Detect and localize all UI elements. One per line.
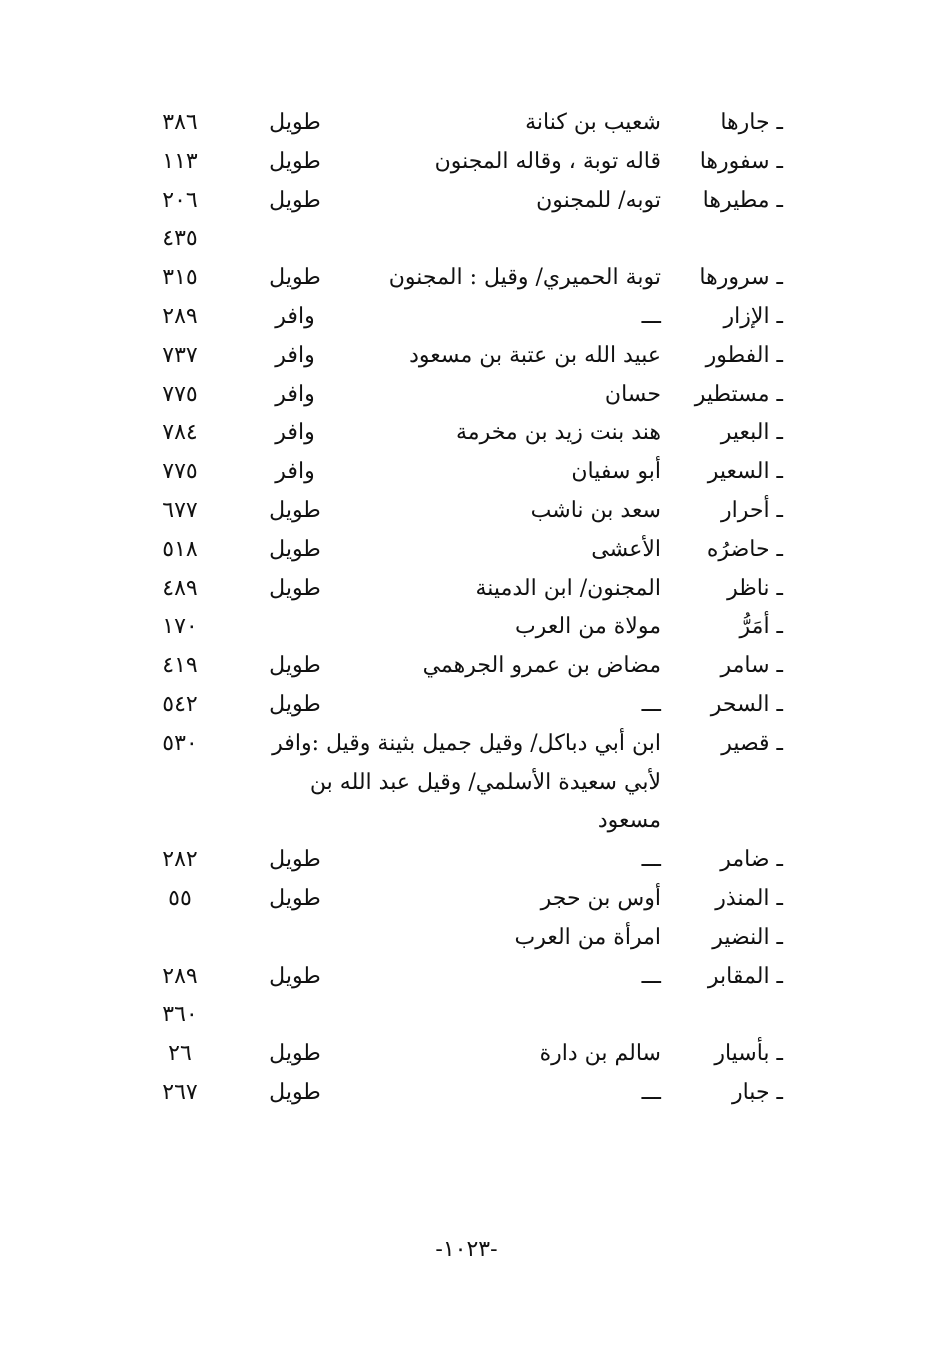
rhyme-word: ـ مطيرها: [702, 187, 783, 213]
index-entry: [0, 182, 933, 220]
page-ref: ٥٥: [168, 886, 192, 911]
page-ref: ٧٧٥: [162, 381, 198, 407]
index-entry: [0, 492, 933, 530]
rhyme-word: ـ المنذر: [715, 886, 783, 911]
poet-name: ـــ: [641, 1080, 661, 1105]
poet-name: أوس بن حجر: [540, 886, 661, 911]
meter-name: طويل: [269, 963, 321, 989]
poet-name: المجنون/ ابن الدمينة: [475, 575, 661, 601]
poet-name: توبه/ للمجنون: [536, 187, 661, 213]
meter-name: طويل: [269, 110, 321, 135]
index-entry: [0, 337, 933, 375]
poet-name: مضاض بن عمرو الجرهمي: [422, 653, 661, 679]
rhyme-word: ـ قصير: [721, 730, 783, 756]
index-entry: [0, 919, 933, 957]
meter-name: وافر: [275, 420, 315, 446]
page-ref: ٥٣٠: [162, 730, 198, 756]
page-ref: ٢٨٢: [162, 847, 198, 873]
meter-name: طويل: [269, 536, 321, 562]
rhyme-word: ـ النضير: [712, 924, 783, 950]
poet-name: ـــ: [641, 963, 661, 989]
page-ref: ٣٦٠: [162, 1002, 198, 1028]
index-entry: [0, 570, 933, 608]
meter-name: طويل: [269, 187, 321, 213]
poet-name: شعيب بن كنانة: [525, 110, 661, 135]
page-ref: ٥١٨: [162, 536, 198, 562]
index-entry: [0, 531, 933, 569]
page-ref: ٣١٥: [162, 265, 198, 291]
rhyme-word: ـ الفطور: [705, 342, 783, 368]
poet-name: الأعشى: [591, 536, 661, 562]
poet-name-line: مسعود: [597, 808, 661, 834]
page-ref: ٤٣٥: [162, 226, 198, 252]
index-entry: [0, 414, 933, 452]
rhyme-word: ـ البعير: [720, 420, 783, 446]
index-entry: [0, 143, 933, 181]
page-ref: ٣٨٦: [162, 110, 198, 135]
index-entry: [0, 1035, 933, 1073]
index-entry: [0, 259, 933, 297]
rhyme-word: ـ ضامر: [720, 847, 783, 873]
index-entry: [0, 996, 933, 1034]
index-entry: [0, 1074, 933, 1112]
index-entry: [0, 220, 933, 258]
page-ref: ٧٣٧: [162, 342, 198, 368]
meter-name: طويل: [269, 265, 321, 291]
poet-name: حسان: [604, 381, 661, 407]
page-ref: ٥٤٢: [162, 692, 198, 717]
poet-name: امرأة من العرب: [514, 924, 661, 950]
index-entry: [0, 298, 933, 336]
index-entry: [0, 686, 933, 724]
poet-name: قاله توبة ، وقاله المجنون: [434, 148, 661, 174]
page-ref: ٢٦: [168, 1041, 192, 1067]
rhyme-word: ـ ناظر: [727, 575, 783, 601]
poet-name: ـــ: [641, 304, 661, 329]
rhyme-word: ـ سفورها: [699, 148, 783, 174]
meter-name: وافر: [275, 342, 315, 368]
meter-name: طويل: [269, 498, 321, 523]
page-ref: ١٧٠: [162, 614, 198, 640]
rhyme-word: ـ سرورها: [699, 265, 783, 291]
page-ref: ٤١٩: [162, 653, 198, 679]
rhyme-word: ـ السحر: [710, 692, 783, 717]
page-ref: ٧٧٥: [162, 459, 198, 485]
index-entry: [0, 608, 933, 646]
rhyme-word: ـ جارها: [720, 110, 783, 135]
index-entry: [0, 453, 933, 491]
meter-name: طويل: [269, 692, 321, 717]
rhyme-word: ـ جبار: [731, 1080, 783, 1105]
page-ref: ٦٧٧: [162, 498, 198, 523]
rhyme-word: ـ المقابر: [707, 963, 783, 989]
meter-name: طويل: [269, 1041, 321, 1067]
rhyme-word: ـ أحرار: [720, 498, 783, 523]
poet-name: سعد بن ناشب: [530, 498, 661, 523]
meter-name: طويل: [269, 1080, 321, 1105]
page-ref: ١١٣: [162, 148, 198, 174]
meter-name: وافر: [275, 304, 315, 329]
index-entry: [0, 958, 933, 996]
rhyme-word: ـ مستطير: [694, 381, 783, 407]
poet-name: هند بنت زيد بن مخرمة: [456, 420, 661, 446]
rhyme-word: ـ أمَرُّ: [739, 614, 783, 640]
meter-name: طويل: [269, 653, 321, 679]
page-ref: ٢٠٦: [162, 187, 198, 213]
rhyme-word: ـ السعير: [707, 459, 783, 485]
meter-name: وافر: [275, 459, 315, 485]
rhyme-word: ـ بأسيار: [714, 1041, 783, 1067]
index-entry: [0, 376, 933, 414]
page-ref: ٢٦٧: [162, 1080, 198, 1105]
page-ref: ٧٨٤: [162, 420, 198, 446]
page-number: -١٠٢٣-: [435, 1237, 498, 1262]
page-ref: ٢٨٩: [162, 963, 198, 989]
index-entry: [0, 841, 933, 879]
meter-name: وافر: [275, 381, 315, 407]
poet-name: توبة الحميري/ وقيل : المجنون: [388, 265, 661, 291]
poet-name: مولاة من العرب: [514, 614, 661, 640]
poet-name-line: لأبي سعيدة الأسلمي/ وقيل عبد الله بن: [309, 769, 661, 795]
rhyme-word: ـ حاضرُه: [706, 536, 783, 562]
index-entry: [0, 880, 933, 918]
meter-name: طويل: [269, 847, 321, 873]
poet-name: سالم بن دارة: [539, 1041, 661, 1067]
poet-name: ـــ: [641, 847, 661, 873]
meter-name: طويل: [269, 575, 321, 601]
meter-name: طويل: [269, 886, 321, 911]
rhyme-word: ـ سامر: [720, 653, 783, 679]
poet-name: أبو سفيان: [571, 459, 661, 485]
index-entry: [0, 647, 933, 685]
meter-name: طويل: [269, 148, 321, 174]
poet-name: ـــ: [641, 692, 661, 717]
page-ref: ٢٨٩: [162, 304, 198, 329]
rhyme-word: ـ الإزار: [723, 304, 783, 329]
poet-name: عبيد الله بن عتبة بن مسعود: [409, 342, 661, 368]
index-entry: [0, 104, 933, 142]
page-ref: ٤٨٩: [162, 575, 198, 601]
poet-name-line: ابن أبي دباكل/ وقيل جميل بثينة وقيل :وافر: [272, 730, 661, 756]
